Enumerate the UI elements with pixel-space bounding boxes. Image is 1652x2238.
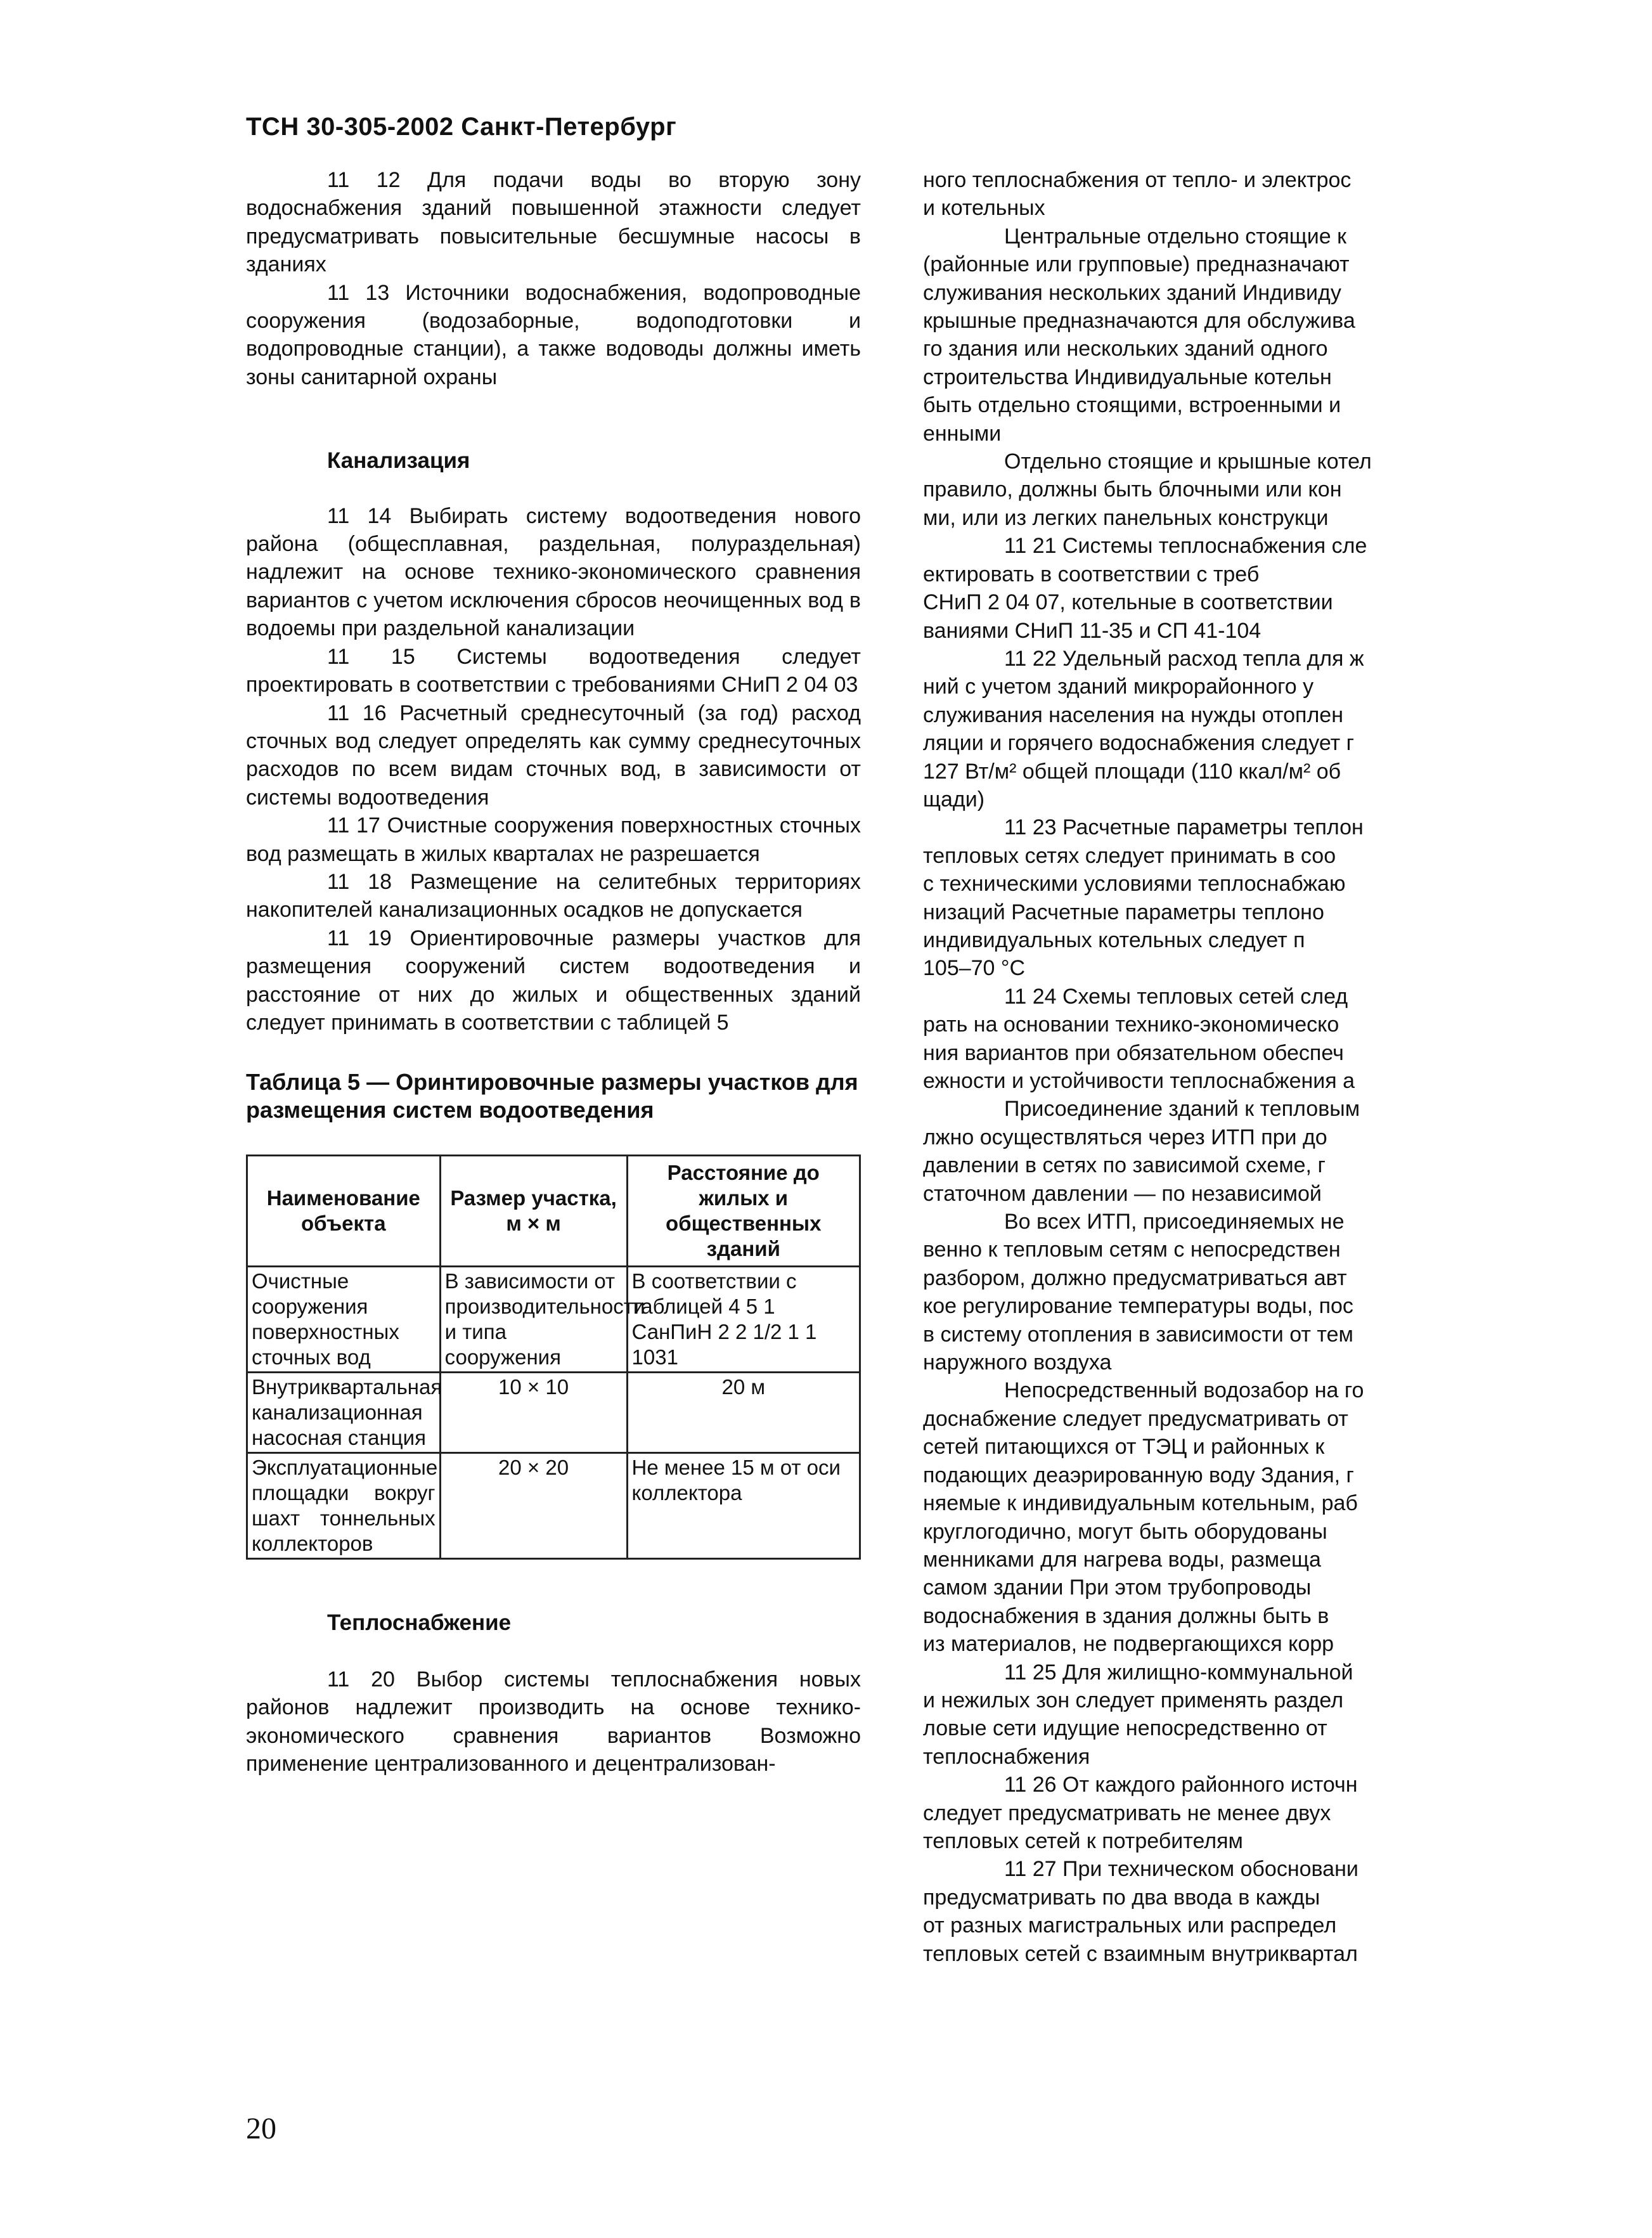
right-column-line: 11 21 Системы теплоснабжения сле [1004,534,1367,559]
right-column-line: теплоснабжения [923,1744,1090,1769]
paragraph-11-14: 11 14 Выбирать систему водоотведения нового района (общесплавная, раздельная, полураздельная) надлежит на основе технико-экономического сравнения вариантов с учетом исключения сбросов неочищенных вод в водоемы при раздельной канализации [246,503,861,641]
right-column-line: Центральные отдельно стоящие к [1004,224,1346,249]
right-column-line: ми, или из легких панельных конструкци [923,505,1329,530]
right-column-line: строительства Индивидуальные котельн [923,365,1332,389]
right-column-line: лжно осуществляться через ИТП при до [923,1125,1327,1149]
right-column-line: (районные или групповые) предназначают [923,252,1350,277]
right-column-line: в систему отопления в зависимости от тем [923,1322,1353,1347]
right-column-line: ваниями СНиП 11-35 и СП 41-104 [923,618,1262,643]
right-column-line: ектировать в соответствии с треб [923,562,1260,586]
section-heading-sewerage: Канализация [327,448,470,474]
table-cell: В зависимости от производительности и типа сооружения [440,1267,627,1373]
paragraph-11-12: 11 12 Для подачи воды во вторую зону водоснабжения зданий повышенной этажности следует предусматривать повысительные бесшумные насосы в зданиях [246,168,861,277]
right-column-line: служивания нескольких зданий Индивиду [923,280,1341,305]
right-column-line: щади) [923,787,985,812]
paragraph-11-19: 11 19 Ориентировочные размеры участков для размещения сооружений систем водоотведения и расстояние от них до жилых и общественных зданий следует принимать в соответствии с таблицей 5 [246,926,861,1035]
right-column-line: доснабжение следует предусматривать от [923,1406,1348,1431]
table-caption: Таблица 5 — Оринтировочные размеры участков для размещения систем водоотведения [246,1069,858,1123]
right-column-line: Присоединение зданий к тепловым [1004,1097,1360,1122]
table-row [247,1267,860,1373]
right-column-line: разбором, должно предусматриваться авт [923,1265,1347,1290]
table-cell: 10 × 10 [440,1373,627,1453]
right-column-line: давлении в сетях по зависимой схеме, г [923,1153,1326,1178]
right-column-line: ния вариантов при обязательном обеспеч [923,1040,1344,1065]
right-column-line: предусматривать по два ввода в кажды [923,1885,1320,1910]
right-column-cropped [923,166,1430,1968]
right-column-line: статочном давлении — по независимой [923,1181,1322,1206]
right-column-line: го здания или нескольких зданий одного [923,337,1328,361]
paragraph-11-15: 11 15 Системы водоотведения следует проектировать в соответствии с требованиями СНиП 2 04 03 [246,644,861,697]
right-column-line: и нежилых зон следует применять раздел [923,1688,1344,1712]
table-header-cell: Расстояние до жилых и общественных зданий [627,1156,860,1267]
right-column-line: правило, должны быть блочными или кон [923,477,1342,502]
right-column-line: кое регулирование температуры воды, пос [923,1294,1353,1319]
table-cell: В соответствии с таблицей 4 5 1 СанПиН 2 2 1/2 1 1 1031 [627,1267,860,1373]
paragraph-11-17: 11 17 Очистные сооружения поверхностных сточных вод размещать в жилых кварталах не разрешается [246,813,861,866]
right-column-line: с техническими условиями теплоснабжаю [923,872,1346,896]
right-column-line: наружного воздуха [923,1350,1112,1375]
paragraph-11-20: 11 20 Выбор системы теплоснабжения новых районов надлежит производить на основе технико-экономического сравнения вариантов Возможно применение централизованного и децентрализован- [246,1667,861,1776]
right-column-line: Непосредственный водозабор на го [1004,1378,1364,1403]
right-column-line: круглогодично, могут быть оборудованы [923,1519,1327,1544]
table-5 [246,1155,861,1560]
right-column-line: венно к тепловым сетям с непосредствен [923,1238,1341,1262]
right-column-line: ного теплоснабжения от тепло- и электрос [923,168,1352,192]
right-column-line: Во всех ИТП, присоединяемых не [1004,1210,1345,1234]
right-column-line: енными [923,421,1002,446]
right-column-line: рать на основании технико-экономическо [923,1012,1339,1037]
right-column-line: 11 27 При техническом обосновани [1004,1857,1358,1882]
right-column-line: от разных магистральных или распредел [923,1913,1337,1938]
right-column-line: 11 22 Удельный расход тепла для ж [1004,646,1364,671]
right-column-line: тепловых сетей к потребителям [923,1828,1243,1853]
table-header-row [247,1156,860,1267]
right-column-line: няемые к индивидуальным котельным, раб [923,1491,1358,1516]
right-column-line: крышные предназначаются для обслужива [923,309,1355,333]
right-column-line: водоснабжения в здания должны быть в [923,1603,1329,1628]
right-column-line: 105–70 °С [923,956,1026,981]
right-column-line: 11 25 Для жилищно-коммунальной [1004,1660,1353,1685]
right-column-line: тепловых сетях следует принимать в соо [923,843,1336,868]
right-column-line: быть отдельно стоящими, встроенными и [923,393,1341,418]
right-column-line: 127 Вт/м² общей площади (110 ккал/м² об [923,759,1341,784]
right-column-line: следует предусматривать не менее двух [923,1801,1331,1825]
table-cell: 20 × 20 [440,1453,627,1559]
right-column-line: ежности и устойчивости теплоснабжения а [923,1069,1355,1093]
right-column-line: низаций Расчетные параметры теплоно [923,900,1324,924]
right-column-line: подающих деаэрированную воду Здания, г [923,1463,1354,1487]
right-column-line: ний с учетом зданий микрорайонного у [923,675,1314,699]
paragraph-11-13: 11 13 Источники водоснабжения, водопроводные сооружения (водозаборные, водоподготовки и водопроводные станции), а также водоводы должны иметь зоны санитарной охраны [246,280,861,389]
page-number: 20 [246,2112,276,2145]
paragraph-11-18: 11 18 Размещение на селитебных территориях накопителей канализационных осадков не допускается [246,869,861,922]
right-column-line: 11 23 Расчетные параметры теплон [1004,815,1364,840]
section-heading-heating: Теплоснабжение [327,1610,512,1636]
table-row [247,1453,860,1559]
table-header-cell: Наименование объекта [247,1156,441,1267]
left-column [246,166,861,1778]
right-column-line: индивидуальных котельных следует п [923,928,1305,952]
table-cell: Внутриквартальная канализационная насосная станция [247,1373,441,1453]
right-column-line: Отдельно стоящие и крышные котел [1004,450,1372,474]
table-cell: Очистные сооружения поверхностных сточных вод [247,1267,441,1373]
right-column-line: СНиП 2 04 07, котельные в соответствии [923,590,1333,615]
right-column-line: служивания населения на нужды отоплен [923,702,1343,727]
table-row [247,1373,860,1453]
right-column-line: тепловых сетей с взаимным внутриквартал [923,1941,1358,1966]
right-column-line: менниками для нагрева воды, размеща [923,1547,1321,1572]
right-column-line: ловые сети идущие непосредственно от [923,1716,1327,1741]
right-column-line: 11 24 Схемы тепловых сетей след [1004,984,1348,1009]
right-column-line: и котельных [923,196,1045,221]
table-header-cell: Размер участка, м × м [440,1156,627,1267]
right-column-line: самом здании При этом трубопроводы [923,1575,1312,1600]
right-column-line: сетей питающихся от ТЭЦ и районных к [923,1435,1325,1459]
right-column-line: ляции и горячего водоснабжения следует г [923,731,1355,756]
table-cell: Не менее 15 м от оси коллектора [627,1453,860,1559]
paragraph-11-16: 11 16 Расчетный среднесуточный (за год) расход сточных вод следует определять как сумму среднесуточных расходов по всем видам сточных вод, в зависимости от системы водоотведения [246,701,861,810]
table-cell: Эксплуатационные площадки вокруг шахт тоннельных коллекторов [247,1453,441,1559]
right-column-line: из материалов, не подвергающихся корр [923,1632,1334,1657]
running-header: ТСН 30-305-2002 Санкт-Петербург [246,113,677,141]
right-column-line: 11 26 От каждого районного источн [1004,1773,1358,1797]
table-cell: 20 м [627,1373,860,1453]
